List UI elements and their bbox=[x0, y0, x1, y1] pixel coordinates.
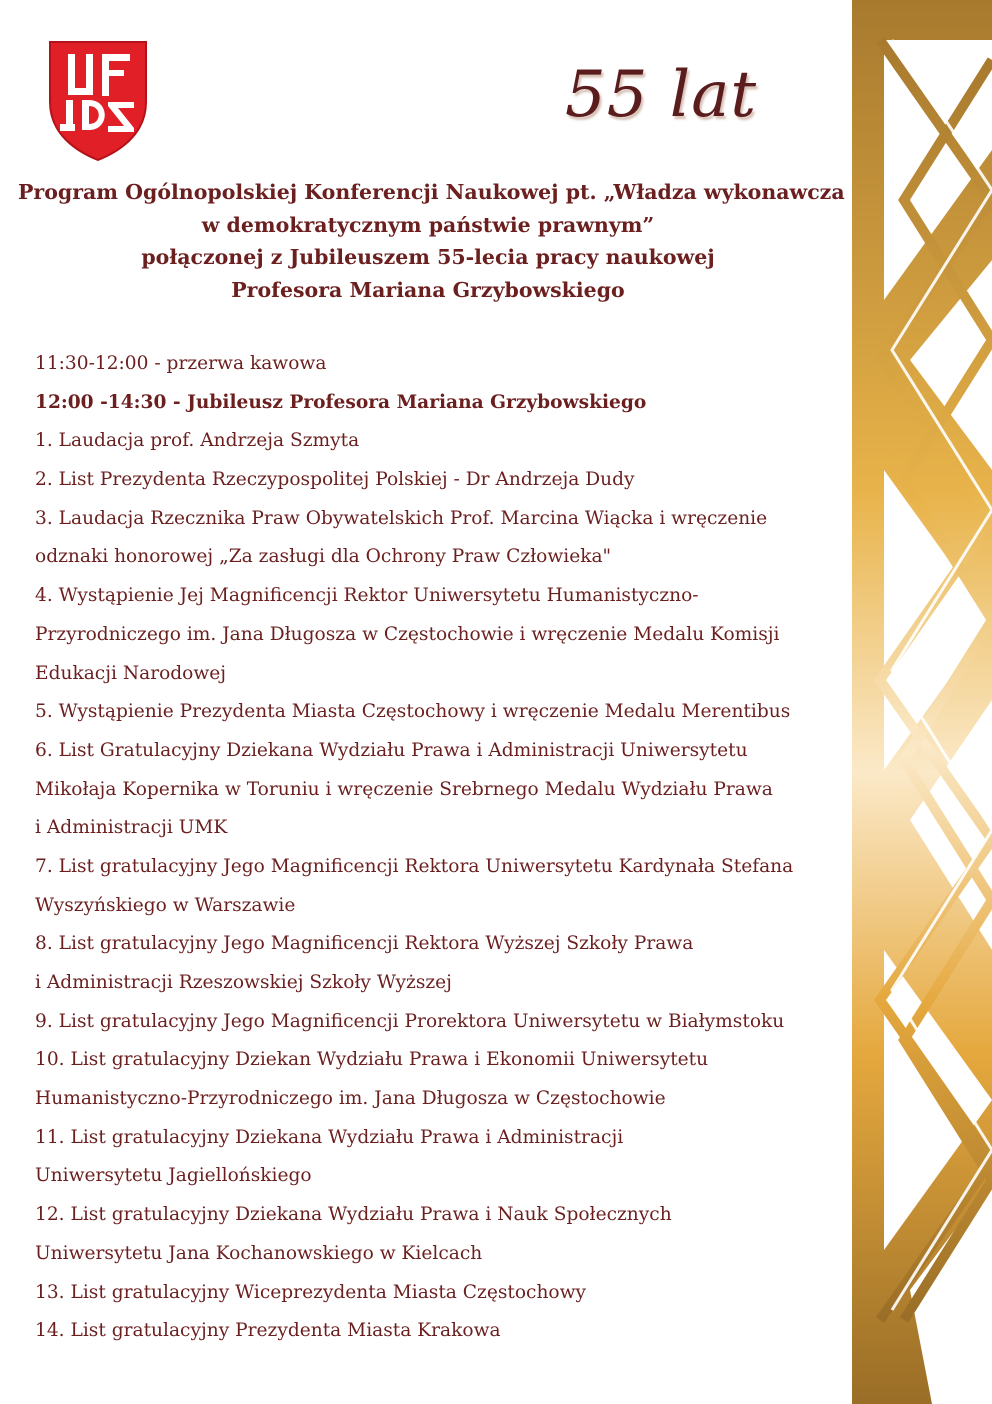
jubilee-label: 55 lat bbox=[565, 58, 758, 132]
title-line-2: w demokratycznym państwie prawnym” bbox=[201, 212, 655, 237]
program-line: 11:30-12:00 - przerwa kawowa bbox=[35, 353, 327, 374]
program-line: Mikołaja Kopernika w Toruniu i wręczenie Srebrnego Medalu Wydziału Prawa bbox=[35, 778, 773, 800]
program-list bbox=[35, 345, 835, 1351]
program-line: 5. Wystąpienie Prezydenta Miasta Częstochowy i wręczenie Medalu Merentibus bbox=[35, 701, 791, 723]
program-line: 11. List gratulacyjny Dziekana Wydziału Prawa i Administracji bbox=[35, 1126, 624, 1148]
program-line: 13. List gratulacyjny Wiceprezydenta Miasta Częstochowy bbox=[35, 1281, 587, 1303]
program-line: 8. List gratulacyjny Jego Magnificencji Rektora Wyższej Szkoły Prawa bbox=[35, 933, 694, 955]
program-line: Edukacji Narodowej bbox=[35, 662, 227, 684]
program-line: 12. List gratulacyjny Dziekana Wydziału Prawa i Nauk Społecznych bbox=[35, 1204, 672, 1226]
program-line: 7. List gratulacyjny Jego Magnificencji Rektora Uniwersytetu Kardynała Stefana bbox=[35, 855, 794, 877]
program-line: 1. Laudacja prof. Andrzeja Szmyta bbox=[35, 430, 360, 452]
program-line: 2. List Prezydenta Rzeczypospolitej Polskiej - Dr Andrzeja Dudy bbox=[35, 469, 635, 491]
title-line-3: połączonej z Jubileuszem 55-lecia pracy naukowej bbox=[141, 245, 715, 269]
program-line-heading: 12:00 -14:30 - Jubileusz Profesora Mariana Grzybowskiego bbox=[35, 391, 647, 413]
page-title bbox=[18, 176, 845, 306]
gold-lattice-decoration bbox=[852, 0, 992, 1404]
university-crest-icon bbox=[48, 40, 148, 162]
program-line: 9. List gratulacyjny Jego Magnificencji Prorektora Uniwersytetu w Białymstoku bbox=[35, 1010, 785, 1032]
program-line: 6. List Gratulacyjny Dziekana Wydziału Prawa i Administracji Uniwersytetu bbox=[35, 739, 748, 761]
program-line: Uniwersytetu Jana Kochanowskiego w Kielcach bbox=[35, 1242, 483, 1264]
program-line: 10. List gratulacyjny Dziekan Wydziału Prawa i Ekonomii Uniwersytetu bbox=[35, 1049, 709, 1071]
program-line: i Administracji Rzeszowskiej Szkoły Wyższej bbox=[35, 972, 452, 993]
program-line: Uniwersytetu Jagiellońskiego bbox=[35, 1165, 312, 1187]
program-line: 4. Wystąpienie Jej Magnificencji Rektor Uniwersytetu Humanistyczno- bbox=[35, 585, 699, 607]
program-line: Przyrodniczego im. Jana Długosza w Częstochowie i wręczenie Medalu Komisji bbox=[35, 623, 780, 645]
program-line: i Administracji UMK bbox=[35, 817, 228, 839]
program-line: 14. List gratulacyjny Prezydenta Miasta Krakowa bbox=[35, 1320, 501, 1342]
title-line-1: Program Ogólnopolskiej Konferencji Naukowej pt. „Władza wykonawcza bbox=[18, 180, 845, 204]
program-line: Wyszyńskiego w Warszawie bbox=[35, 894, 296, 916]
title-line-4: Profesora Mariana Grzybowskiego bbox=[231, 277, 625, 302]
program-line: Humanistyczno-Przyrodniczego im. Jana Długosza w Częstochowie bbox=[35, 1088, 666, 1110]
program-line: 3. Laudacja Rzecznika Praw Obywatelskich Prof. Marcina Wiącka i wręczenie bbox=[35, 507, 768, 529]
program-line: odznaki honorowej „Za zasługi dla Ochrony Praw Człowieka" bbox=[35, 546, 612, 568]
